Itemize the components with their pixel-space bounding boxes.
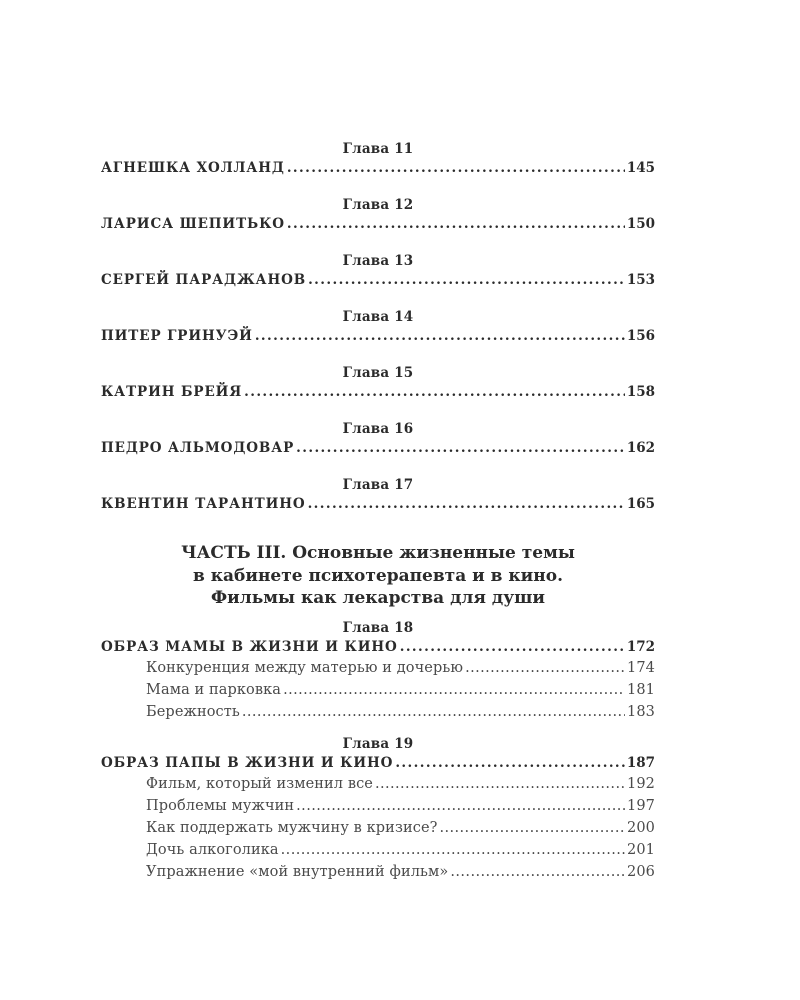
section-title: Упражнение «мой внутренний фильм» bbox=[146, 863, 449, 880]
chapter-title: СЕРГЕЙ ПАРАДЖАНОВ bbox=[101, 272, 307, 288]
page-number: 174 bbox=[627, 659, 655, 676]
section-row bbox=[146, 795, 655, 817]
toc-row bbox=[101, 753, 655, 773]
chapter-entry bbox=[101, 420, 655, 458]
section-row bbox=[146, 773, 655, 795]
chapter-title: КВЕНТИН ТАРАНТИНО bbox=[101, 496, 306, 512]
page-number: 145 bbox=[626, 160, 655, 176]
chapter-entry bbox=[101, 735, 655, 883]
page-number: 158 bbox=[626, 384, 655, 400]
page-number: 206 bbox=[627, 863, 655, 880]
page-number: 165 bbox=[626, 496, 655, 512]
chapter-label: Глава 12 bbox=[342, 197, 414, 213]
page-number: 156 bbox=[626, 328, 655, 344]
chapter-label: Глава 13 bbox=[342, 253, 414, 269]
page-number: 183 bbox=[627, 703, 655, 720]
page-number: 181 bbox=[627, 681, 655, 698]
chapter-label: Глава 16 bbox=[342, 421, 414, 437]
section-title: Конкуренция между матерью и дочерью bbox=[146, 659, 464, 676]
dot-leader bbox=[287, 158, 625, 178]
dot-leader bbox=[296, 795, 625, 817]
table-of-contents bbox=[101, 140, 655, 883]
dot-leader bbox=[242, 701, 625, 723]
chapter-label: Глава 15 bbox=[342, 365, 414, 381]
section-title: Бережность bbox=[146, 703, 240, 720]
chapter-label: Глава 14 bbox=[342, 309, 414, 325]
chapter-title: ОБРАЗ ПАПЫ В ЖИЗНИ И КИНО bbox=[101, 754, 394, 771]
toc-row bbox=[101, 270, 655, 290]
chapter-entry bbox=[101, 308, 655, 346]
toc-row bbox=[101, 382, 655, 402]
page-number: 150 bbox=[626, 216, 655, 232]
spacer bbox=[101, 346, 655, 364]
toc-row bbox=[101, 326, 655, 346]
page-number: 192 bbox=[627, 775, 655, 792]
toc-row bbox=[101, 438, 655, 458]
toc-row bbox=[101, 637, 655, 657]
section-row bbox=[146, 701, 655, 723]
dot-leader bbox=[287, 214, 625, 234]
chapter-entry bbox=[101, 140, 655, 178]
page-number: 197 bbox=[627, 797, 655, 814]
section-title: Проблемы мужчин bbox=[146, 797, 295, 814]
chapter-entry bbox=[101, 476, 655, 514]
dot-leader bbox=[440, 817, 626, 839]
dot-leader bbox=[375, 773, 625, 795]
section-row bbox=[146, 861, 655, 883]
page-number: 187 bbox=[626, 754, 655, 771]
toc-row bbox=[101, 158, 655, 178]
dot-leader bbox=[465, 657, 625, 679]
dot-leader bbox=[400, 637, 625, 657]
section-row bbox=[146, 657, 655, 679]
dot-leader bbox=[283, 679, 625, 701]
chapter-title: ЛАРИСА ШЕПИТЬКО bbox=[101, 216, 285, 232]
part-heading-line: в кабинете психотерапевта и в кино. bbox=[192, 565, 563, 586]
chapter-title: ПИТЕР ГРИНУЭЙ bbox=[101, 328, 253, 344]
dot-leader bbox=[395, 753, 624, 773]
chapter-title: КАТРИН БРЕЙЯ bbox=[101, 384, 243, 400]
chapter-label: Глава 18 bbox=[342, 619, 414, 636]
chapter-label: Глава 11 bbox=[342, 141, 414, 157]
spacer bbox=[101, 723, 655, 735]
section-row bbox=[146, 679, 655, 701]
dot-leader bbox=[296, 438, 625, 458]
section-title: Дочь алкоголика bbox=[146, 841, 279, 858]
section-title: Мама и парковка bbox=[146, 681, 282, 698]
dot-leader bbox=[244, 382, 625, 402]
dot-leader bbox=[255, 326, 625, 346]
toc-row bbox=[101, 214, 655, 234]
chapter-entry bbox=[101, 619, 655, 723]
page-number: 153 bbox=[626, 272, 655, 288]
toc-row bbox=[101, 494, 655, 514]
spacer bbox=[101, 402, 655, 420]
chapter-title: ПЕДРО АЛЬМОДОВАР bbox=[101, 440, 295, 456]
page-number: 162 bbox=[626, 440, 655, 456]
dot-leader bbox=[281, 839, 625, 861]
part-heading-line: Фильмы как лекарства для души bbox=[211, 588, 545, 608]
section-title: Фильм, который изменил все bbox=[146, 775, 373, 792]
part-heading-line: ЧАСТЬ III. Основные жизненные темы bbox=[181, 543, 575, 563]
dot-leader bbox=[308, 494, 625, 514]
part-heading bbox=[101, 542, 655, 610]
spacer bbox=[101, 290, 655, 308]
section-title: Как поддержать мужчину в кризисе? bbox=[146, 819, 438, 836]
section-row bbox=[146, 839, 655, 861]
page-number: 201 bbox=[627, 841, 655, 858]
dot-leader bbox=[308, 270, 625, 290]
chapter-label: Глава 17 bbox=[342, 477, 414, 493]
chapter-entry bbox=[101, 252, 655, 290]
spacer bbox=[101, 178, 655, 196]
spacer bbox=[101, 458, 655, 476]
chapter-entry bbox=[101, 364, 655, 402]
chapter-title: АГНЕШКА ХОЛЛАНД bbox=[101, 160, 285, 176]
dot-leader bbox=[450, 861, 625, 883]
page-number: 200 bbox=[627, 819, 655, 836]
section-row bbox=[146, 817, 655, 839]
spacer bbox=[101, 234, 655, 252]
chapter-title: ОБРАЗ МАМЫ В ЖИЗНИ И КИНО bbox=[101, 638, 398, 655]
chapter-label: Глава 19 bbox=[342, 735, 414, 752]
page-number: 172 bbox=[626, 638, 655, 655]
chapter-entry bbox=[101, 196, 655, 234]
